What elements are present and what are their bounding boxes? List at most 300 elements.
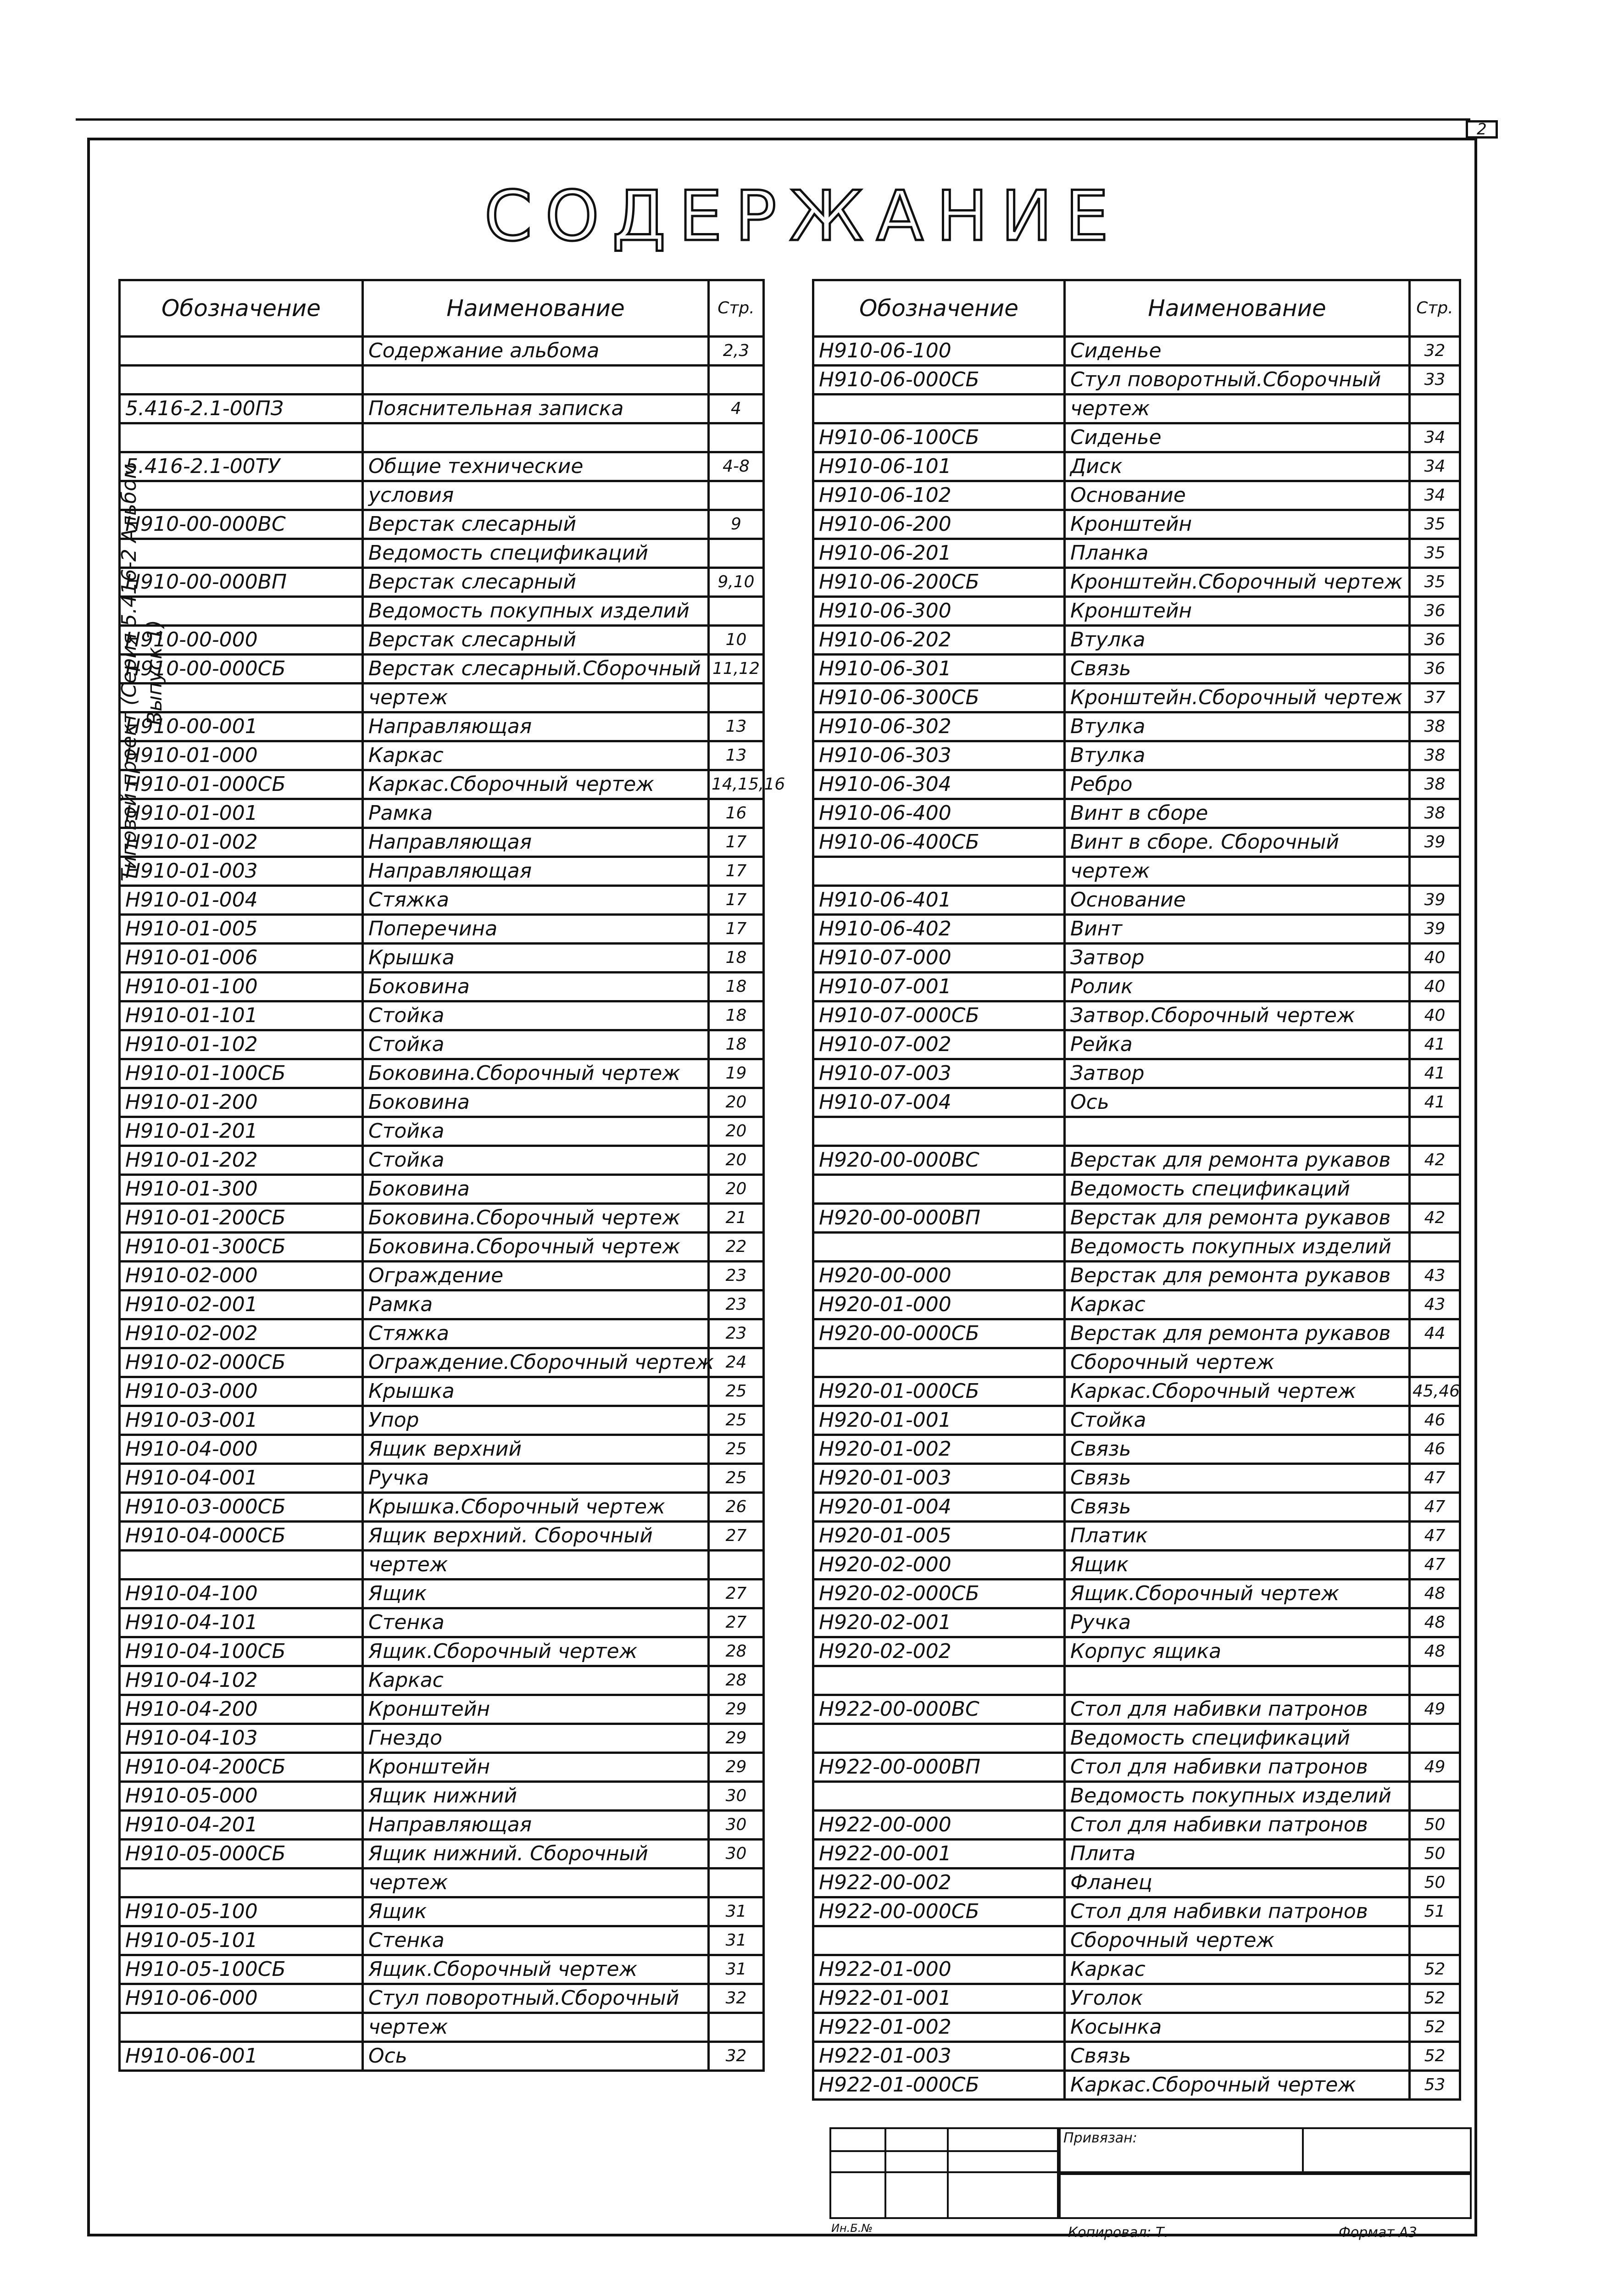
row-designation: Н920-01-003 bbox=[813, 1464, 1065, 1493]
row-name: чертеж bbox=[1065, 857, 1410, 886]
row-designation: Н910-04-103 bbox=[120, 1724, 363, 1753]
row-page: 21 bbox=[709, 1204, 764, 1233]
row-designation: Н920-01-000СБ bbox=[813, 1377, 1065, 1406]
row-page bbox=[709, 2013, 764, 2042]
row-page: 36 bbox=[1410, 655, 1460, 684]
row-designation: Н910-06-000СБ bbox=[813, 366, 1065, 395]
row-designation: Н910-01-101 bbox=[120, 1001, 363, 1030]
table-row bbox=[813, 1522, 1460, 1551]
row-page bbox=[1410, 1233, 1460, 1262]
row-page: 32 bbox=[1410, 337, 1460, 366]
row-name: Верстак для ремонта рукавов bbox=[1065, 1146, 1410, 1175]
row-page: 10 bbox=[709, 626, 764, 655]
row-name: Ящик верхний. Сборочный bbox=[363, 1522, 709, 1551]
table-row bbox=[813, 1753, 1460, 1782]
row-designation bbox=[813, 1666, 1065, 1695]
row-designation: Н920-00-000СБ bbox=[813, 1319, 1065, 1348]
table-row bbox=[120, 1088, 764, 1117]
row-name: Ось bbox=[363, 2042, 709, 2071]
table-row bbox=[813, 1840, 1460, 1869]
table-row bbox=[813, 1146, 1460, 1175]
row-page: 41 bbox=[1410, 1088, 1460, 1117]
row-page: 13 bbox=[709, 712, 764, 741]
table-row bbox=[813, 1637, 1460, 1666]
table-row bbox=[813, 1984, 1460, 2013]
row-name: Ящик верхний bbox=[363, 1435, 709, 1464]
row-designation: Н922-01-000 bbox=[813, 1955, 1065, 1984]
row-name: Корпус ящика bbox=[1065, 1637, 1410, 1666]
row-page: 30 bbox=[709, 1782, 764, 1811]
row-page: 46 bbox=[1410, 1406, 1460, 1435]
row-designation: Н910-01-100 bbox=[120, 973, 363, 1001]
table-row bbox=[120, 1464, 764, 1493]
row-name: Верстак для ремонта рукавов bbox=[1065, 1319, 1410, 1348]
table-row bbox=[120, 770, 764, 799]
row-name: Стойка bbox=[363, 1030, 709, 1059]
row-page: 44 bbox=[1410, 1319, 1460, 1348]
row-name: Направляющая bbox=[363, 857, 709, 886]
table-row bbox=[120, 1897, 764, 1926]
header-page: Стр. bbox=[1410, 280, 1460, 337]
row-name: Гнездо bbox=[363, 1724, 709, 1753]
table-row bbox=[813, 684, 1460, 712]
row-page: 39 bbox=[1410, 828, 1460, 857]
row-designation: Н910-03-001 bbox=[120, 1406, 363, 1435]
stamp-tied-box-right bbox=[1302, 2127, 1472, 2173]
table-row bbox=[120, 1551, 764, 1580]
row-page: 19 bbox=[709, 1059, 764, 1088]
row-name: Ведомость покупных изделий bbox=[363, 597, 709, 626]
row-designation: Н922-00-000ВП bbox=[813, 1753, 1065, 1782]
row-page bbox=[709, 684, 764, 712]
row-designation: Н910-03-000СБ bbox=[120, 1493, 363, 1522]
row-name: Стойка bbox=[363, 1001, 709, 1030]
row-designation: Н920-02-002 bbox=[813, 1637, 1065, 1666]
row-page: 49 bbox=[1410, 1695, 1460, 1724]
stamp-grid-col bbox=[884, 2127, 949, 2219]
row-name: Ограждение bbox=[363, 1262, 709, 1290]
row-name: чертеж bbox=[363, 684, 709, 712]
row-name: Верстак слесарный bbox=[363, 568, 709, 597]
table-row bbox=[813, 886, 1460, 915]
row-name: Направляющая bbox=[363, 828, 709, 857]
table-row bbox=[813, 1464, 1460, 1493]
row-page: 43 bbox=[1410, 1262, 1460, 1290]
row-name: Винт в сборе. Сборочный bbox=[1065, 828, 1410, 857]
row-designation: Н910-07-000 bbox=[813, 944, 1065, 973]
row-page: 52 bbox=[1410, 2013, 1460, 2042]
row-name: Верстак для ремонта рукавов bbox=[1065, 1262, 1410, 1290]
row-designation: Н922-00-000СБ bbox=[813, 1897, 1065, 1926]
table-row bbox=[813, 1406, 1460, 1435]
row-designation bbox=[120, 423, 363, 452]
table-row bbox=[120, 1117, 764, 1146]
table-row bbox=[813, 1782, 1460, 1811]
row-page: 47 bbox=[1410, 1493, 1460, 1522]
row-name: Боковина.Сборочный чертеж bbox=[363, 1204, 709, 1233]
row-page: 31 bbox=[709, 1926, 764, 1955]
row-page bbox=[709, 539, 764, 568]
table-row bbox=[120, 568, 764, 597]
row-name: Рамка bbox=[363, 1290, 709, 1319]
row-designation: Н910-06-201 bbox=[813, 539, 1065, 568]
row-designation: Н910-05-100СБ bbox=[120, 1955, 363, 1984]
row-designation: Н922-00-001 bbox=[813, 1840, 1065, 1869]
table-row bbox=[120, 1319, 764, 1348]
row-page bbox=[1410, 1175, 1460, 1204]
row-name: Кронштейн bbox=[1065, 597, 1410, 626]
row-page: 18 bbox=[709, 1001, 764, 1030]
row-designation: Н910-00-001 bbox=[120, 712, 363, 741]
table-row bbox=[120, 1435, 764, 1464]
row-page: 17 bbox=[709, 886, 764, 915]
row-name: Платик bbox=[1065, 1522, 1410, 1551]
row-name: Ящик нижний bbox=[363, 1782, 709, 1811]
table-row bbox=[120, 1840, 764, 1869]
table-row bbox=[120, 1926, 764, 1955]
row-name: Общие технические bbox=[363, 452, 709, 481]
row-designation: 5.416-2.1-00ТУ bbox=[120, 452, 363, 481]
row-designation: Н910-06-200СБ bbox=[813, 568, 1065, 597]
row-designation bbox=[120, 539, 363, 568]
row-designation bbox=[120, 2013, 363, 2042]
table-row bbox=[813, 1897, 1460, 1926]
row-name: Рейка bbox=[1065, 1030, 1410, 1059]
row-designation: Н910-04-200СБ bbox=[120, 1753, 363, 1782]
table-row bbox=[120, 1233, 764, 1262]
row-page bbox=[709, 366, 764, 395]
table-row bbox=[120, 684, 764, 712]
row-page: 43 bbox=[1410, 1290, 1460, 1319]
row-name: Стяжка bbox=[363, 886, 709, 915]
row-name: Ручка bbox=[363, 1464, 709, 1493]
row-page: 17 bbox=[709, 915, 764, 944]
row-name: Ограждение.Сборочный чертеж bbox=[363, 1348, 709, 1377]
row-designation: 5.416-2.1-00ПЗ bbox=[120, 395, 363, 423]
row-page bbox=[1410, 1348, 1460, 1377]
table-row bbox=[813, 1088, 1460, 1117]
row-designation: Н910-06-202 bbox=[813, 626, 1065, 655]
row-designation: Н920-00-000 bbox=[813, 1262, 1065, 1290]
table-row bbox=[120, 423, 764, 452]
row-page: 14,15,16 bbox=[709, 770, 764, 799]
table-row bbox=[120, 1782, 764, 1811]
row-designation: Н910-04-000 bbox=[120, 1435, 363, 1464]
row-name: Ось bbox=[1065, 1088, 1410, 1117]
row-designation: Н910-05-000СБ bbox=[120, 1840, 363, 1869]
row-page: 33 bbox=[1410, 366, 1460, 395]
row-name: Стол для набивки патронов bbox=[1065, 1811, 1410, 1840]
row-name: Кронштейн bbox=[1065, 510, 1410, 539]
table-row bbox=[120, 1175, 764, 1204]
row-page: 48 bbox=[1410, 1580, 1460, 1608]
table-row bbox=[120, 337, 764, 366]
row-designation: Н910-06-300 bbox=[813, 597, 1065, 626]
table-row bbox=[813, 1955, 1460, 1984]
row-name: Боковина.Сборочный чертеж bbox=[363, 1233, 709, 1262]
table-row bbox=[120, 799, 764, 828]
row-designation: Н910-00-000ВП bbox=[120, 568, 363, 597]
table-row bbox=[813, 1580, 1460, 1608]
table-row bbox=[120, 2042, 764, 2071]
table-row bbox=[813, 799, 1460, 828]
row-page: 23 bbox=[709, 1262, 764, 1290]
row-name: Направляющая bbox=[363, 1811, 709, 1840]
table-row bbox=[120, 1637, 764, 1666]
row-page: 42 bbox=[1410, 1204, 1460, 1233]
row-designation bbox=[813, 1348, 1065, 1377]
table-row bbox=[120, 597, 764, 626]
table-row bbox=[813, 395, 1460, 423]
row-name: Стул поворотный.Сборочный bbox=[363, 1984, 709, 2013]
row-name: Ребро bbox=[1065, 770, 1410, 799]
row-name: Связь bbox=[1065, 1435, 1410, 1464]
row-designation: Н920-02-001 bbox=[813, 1608, 1065, 1637]
row-designation bbox=[813, 1233, 1065, 1262]
row-designation: Н910-07-001 bbox=[813, 973, 1065, 1001]
row-name: Каркас.Сборочный чертеж bbox=[1065, 2071, 1410, 2100]
table-row bbox=[813, 452, 1460, 481]
table-row bbox=[813, 1811, 1460, 1840]
row-designation bbox=[813, 1117, 1065, 1146]
row-name: Сборочный чертеж bbox=[1065, 1926, 1410, 1955]
row-name: Каркас bbox=[1065, 1290, 1410, 1319]
row-name: Крышка bbox=[363, 944, 709, 973]
row-designation: Н910-06-303 bbox=[813, 741, 1065, 770]
row-page bbox=[709, 423, 764, 452]
table-row bbox=[120, 655, 764, 684]
row-name: Ведомость спецификаций bbox=[1065, 1175, 1410, 1204]
row-name: Винт bbox=[1065, 915, 1410, 944]
row-page: 31 bbox=[709, 1897, 764, 1926]
row-designation: Н910-04-100 bbox=[120, 1580, 363, 1608]
table-row bbox=[813, 1435, 1460, 1464]
table-row bbox=[813, 626, 1460, 655]
table-row bbox=[120, 2013, 764, 2042]
table-row bbox=[120, 1811, 764, 1840]
stamp-format: Формат А3 bbox=[1339, 2225, 1417, 2241]
row-page: 26 bbox=[709, 1493, 764, 1522]
header-name: Наименование bbox=[363, 280, 709, 337]
row-designation: Н910-01-004 bbox=[120, 886, 363, 915]
row-name: Каркас bbox=[363, 741, 709, 770]
stamp-grid-row bbox=[829, 2150, 1059, 2173]
table-row bbox=[813, 568, 1460, 597]
row-designation: Н910-06-200 bbox=[813, 510, 1065, 539]
table-row bbox=[120, 510, 764, 539]
row-page: 30 bbox=[709, 1840, 764, 1869]
row-page: 50 bbox=[1410, 1811, 1460, 1840]
row-designation: Н910-01-006 bbox=[120, 944, 363, 973]
row-name: Ведомость спецификаций bbox=[1065, 1724, 1410, 1753]
row-designation: Н910-06-102 bbox=[813, 481, 1065, 510]
row-name: Стул поворотный.Сборочный bbox=[1065, 366, 1410, 395]
row-designation: Н910-01-300 bbox=[120, 1175, 363, 1204]
row-page bbox=[1410, 395, 1460, 423]
row-name: Каркас bbox=[363, 1666, 709, 1695]
row-designation bbox=[813, 857, 1065, 886]
row-designation: Н910-06-100СБ bbox=[813, 423, 1065, 452]
row-designation: Н910-04-001 bbox=[120, 1464, 363, 1493]
row-designation bbox=[120, 597, 363, 626]
row-page: 49 bbox=[1410, 1753, 1460, 1782]
row-designation: Н920-01-000 bbox=[813, 1290, 1065, 1319]
row-designation: Н920-01-004 bbox=[813, 1493, 1065, 1522]
row-name: Боковина bbox=[363, 973, 709, 1001]
row-page: 39 bbox=[1410, 886, 1460, 915]
row-designation: Н910-06-000 bbox=[120, 1984, 363, 2013]
row-page: 35 bbox=[1410, 510, 1460, 539]
table-row bbox=[813, 1117, 1460, 1146]
row-designation: Н910-05-101 bbox=[120, 1926, 363, 1955]
table-row bbox=[120, 1204, 764, 1233]
row-name: Основание bbox=[1065, 481, 1410, 510]
row-page: 40 bbox=[1410, 944, 1460, 973]
table-row bbox=[813, 1926, 1460, 1955]
row-designation: Н922-01-000СБ bbox=[813, 2071, 1065, 2100]
contents-table-right bbox=[812, 279, 1461, 2101]
row-designation: Н910-06-401 bbox=[813, 886, 1065, 915]
table-row bbox=[813, 510, 1460, 539]
row-designation bbox=[813, 1782, 1065, 1811]
row-designation: Н922-01-002 bbox=[813, 2013, 1065, 2042]
row-page: 53 bbox=[1410, 2071, 1460, 2100]
row-page bbox=[709, 1869, 764, 1897]
row-designation: Н910-06-300СБ bbox=[813, 684, 1065, 712]
row-page: 4 bbox=[709, 395, 764, 423]
row-name: Верстак слесарный.Сборочный bbox=[363, 655, 709, 684]
row-name: Ведомость покупных изделий bbox=[1065, 1233, 1410, 1262]
row-designation: Н910-01-000 bbox=[120, 741, 363, 770]
row-name: Стенка bbox=[363, 1608, 709, 1637]
row-page: 52 bbox=[1410, 1984, 1460, 2013]
row-page: 23 bbox=[709, 1319, 764, 1348]
row-name: Кронштейн bbox=[363, 1695, 709, 1724]
row-name: Рамка bbox=[363, 799, 709, 828]
stamp-copied: Копировал: Т. bbox=[1068, 2225, 1168, 2241]
table-row bbox=[120, 915, 764, 944]
row-page: 23 bbox=[709, 1290, 764, 1319]
row-page: 34 bbox=[1410, 423, 1460, 452]
row-page: 40 bbox=[1410, 1001, 1460, 1030]
table-row bbox=[813, 2013, 1460, 2042]
row-name: Ящик.Сборочный чертеж bbox=[363, 1955, 709, 1984]
table-row bbox=[813, 1175, 1460, 1204]
row-page: 20 bbox=[709, 1146, 764, 1175]
row-name: Содержание альбома bbox=[363, 337, 709, 366]
row-name: Боковина.Сборочный чертеж bbox=[363, 1059, 709, 1088]
table-row bbox=[120, 973, 764, 1001]
table-row bbox=[813, 481, 1460, 510]
title-block-stamp bbox=[829, 2127, 1472, 2247]
row-name: Связь bbox=[1065, 2042, 1410, 2071]
table-row bbox=[120, 1146, 764, 1175]
row-name: Ведомость спецификаций bbox=[363, 539, 709, 568]
table-row bbox=[813, 1724, 1460, 1753]
table-row bbox=[120, 366, 764, 395]
row-name: Фланец bbox=[1065, 1869, 1410, 1897]
row-page: 35 bbox=[1410, 568, 1460, 597]
row-designation: Н910-06-400СБ bbox=[813, 828, 1065, 857]
row-designation: Н910-02-001 bbox=[120, 1290, 363, 1319]
table-row bbox=[813, 2042, 1460, 2071]
table-row bbox=[813, 828, 1460, 857]
row-designation: Н910-04-102 bbox=[120, 1666, 363, 1695]
row-designation: Н910-04-101 bbox=[120, 1608, 363, 1637]
table-row bbox=[813, 539, 1460, 568]
row-name: Стойка bbox=[1065, 1406, 1410, 1435]
row-designation: Н910-07-003 bbox=[813, 1059, 1065, 1088]
row-designation: Н922-00-000 bbox=[813, 1811, 1065, 1840]
row-name: Основание bbox=[1065, 886, 1410, 915]
row-designation bbox=[120, 481, 363, 510]
row-name: Верстак слесарный bbox=[363, 510, 709, 539]
row-name: Стенка bbox=[363, 1926, 709, 1955]
row-name: чертеж bbox=[363, 2013, 709, 2042]
row-page: 46 bbox=[1410, 1435, 1460, 1464]
row-name: Каркас bbox=[1065, 1955, 1410, 1984]
row-name: Втулка bbox=[1065, 712, 1410, 741]
table-row bbox=[120, 1753, 764, 1782]
row-page: 47 bbox=[1410, 1464, 1460, 1493]
row-designation: Н910-05-000 bbox=[120, 1782, 363, 1811]
table-row bbox=[120, 944, 764, 973]
table-row bbox=[813, 1666, 1460, 1695]
table-row bbox=[813, 741, 1460, 770]
row-name: Верстак слесарный bbox=[363, 626, 709, 655]
row-designation: Н910-01-200 bbox=[120, 1088, 363, 1117]
header-designation: Обозначение bbox=[813, 280, 1065, 337]
row-name: Боковина bbox=[363, 1088, 709, 1117]
row-designation: Н910-01-002 bbox=[120, 828, 363, 857]
row-designation: Н910-01-001 bbox=[120, 799, 363, 828]
row-page: 18 bbox=[709, 944, 764, 973]
row-page bbox=[1410, 1666, 1460, 1695]
row-name: Упор bbox=[363, 1406, 709, 1435]
row-designation bbox=[120, 1869, 363, 1897]
table-row bbox=[813, 366, 1460, 395]
table-row bbox=[120, 539, 764, 568]
row-designation: Н910-01-005 bbox=[120, 915, 363, 944]
table-row bbox=[813, 655, 1460, 684]
table-header-row bbox=[120, 280, 764, 337]
row-designation: Н910-04-201 bbox=[120, 1811, 363, 1840]
row-page: 31 bbox=[709, 1955, 764, 1984]
row-page: 27 bbox=[709, 1522, 764, 1551]
row-page: 47 bbox=[1410, 1551, 1460, 1580]
table-row bbox=[120, 886, 764, 915]
row-page: 18 bbox=[709, 973, 764, 1001]
row-name: Крышка bbox=[363, 1377, 709, 1406]
row-page: 25 bbox=[709, 1464, 764, 1493]
table-row bbox=[813, 973, 1460, 1001]
row-page: 25 bbox=[709, 1406, 764, 1435]
table-row bbox=[120, 1580, 764, 1608]
row-name: Стойка bbox=[363, 1117, 709, 1146]
row-name bbox=[1065, 1117, 1410, 1146]
row-name: Планка bbox=[1065, 539, 1410, 568]
row-name: Ролик bbox=[1065, 973, 1410, 1001]
table-row bbox=[120, 857, 764, 886]
row-designation: Н920-02-000 bbox=[813, 1551, 1065, 1580]
table-row bbox=[813, 1233, 1460, 1262]
row-page: 52 bbox=[1410, 2042, 1460, 2071]
table-row bbox=[813, 1377, 1460, 1406]
row-name: Стол для набивки патронов bbox=[1065, 1897, 1410, 1926]
table-row bbox=[120, 1984, 764, 2013]
table-row bbox=[120, 626, 764, 655]
row-designation bbox=[813, 1724, 1065, 1753]
